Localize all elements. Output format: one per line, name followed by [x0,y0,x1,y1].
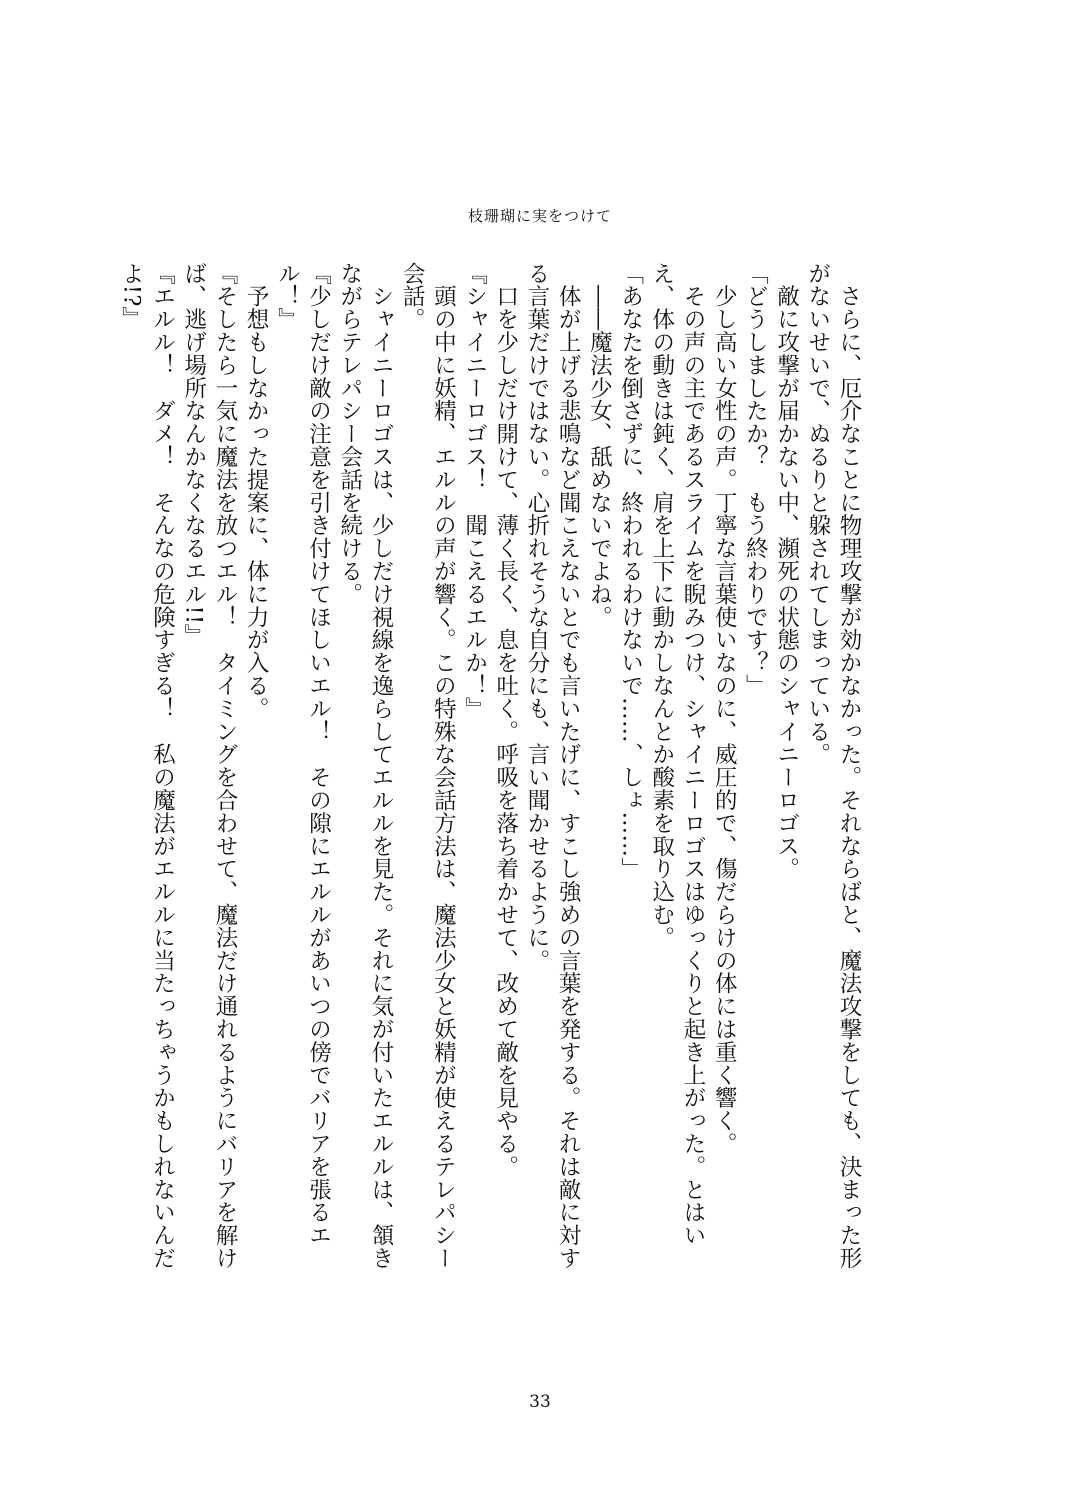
paragraph: 『シャイニーロゴス！ 聞こえるエルか！』 [461,262,488,720]
paragraph: ――魔法少女、舐めないでよね。 [586,262,613,629]
vertical-text-body [118,262,864,1274]
paragraph: 『そしたら一気に魔法を放つエル！ タイミングを合わせて、魔法だけ通れるようにバリアを解けば、逃げ場所なんかなくなるエル!!』 [180,262,238,1270]
paragraph: 「どうしましたか？ もう終わりです？」 [742,262,769,698]
paragraph: 頭の中に妖精、エルルの声が響く。この特殊な会話方法は、魔法少女と妖精が使えるテレパシー会話。 [399,262,457,1270]
paragraph: 『少しだけ敵の注意を引き付けてほしいエル！ その隙にエルルがあいつの傍でバリアを張るエル！』 [274,262,332,1247]
paragraph: 口を少しだけ開けて、薄く長く、息を吐く。呼吸を落ち着かせて、改めて敵を見やる。 [492,262,519,1178]
page-number: 33 [529,1392,551,1412]
paragraph: シャイニーロゴスは、少しだけ視線を逸らしてエルルを見た。それに気が付いたエルルは、頷きながらテレパシー会話を続ける。 [336,262,394,1270]
paragraph: 少し高い女性の声。丁寧な言葉使いなのに、威圧的で、傷だらけの体には重く響く。 [711,262,738,1156]
paragraph: 『エルル！ ダメ！ そんなの危険すぎる！ 私の魔法がエルルに当たっちゃうかもしれないんだよ!?』 [118,262,176,1270]
paragraph: 予想もしなかった提案に、体に力が入る。 [243,262,270,720]
paragraph: 敵に攻撃が届かない中、瀕死の状態のシャイニーロゴス。 [773,262,800,881]
paragraph: さらに、厄介なことに物理攻撃が効かなかった。それならばと、魔法攻撃をしても、決まった形がないせいで、ぬるりと躱されてしまっている。 [804,262,862,1270]
paragraph: その声の主であるスライムを睨みつけ、シャイニーロゴスはゆっくりと起き上がった。とはいえ、体の動きは鈍く、肩を上下に動かしなんとか酸素を取り込む。 [648,262,706,1247]
paragraph: 「あなたを倒さずに、終われるわけないで……、しょ……」 [617,262,644,881]
running-title: 枝珊瑚に実をつけて [467,207,612,225]
paragraph: 体が上げる悲鳴など聞こえないとでも言いたげに、すこし強めの言葉を発する。それは敵に対する言葉だけではない。心折れそうな自分にも、言い聞かせるように。 [523,262,582,1270]
